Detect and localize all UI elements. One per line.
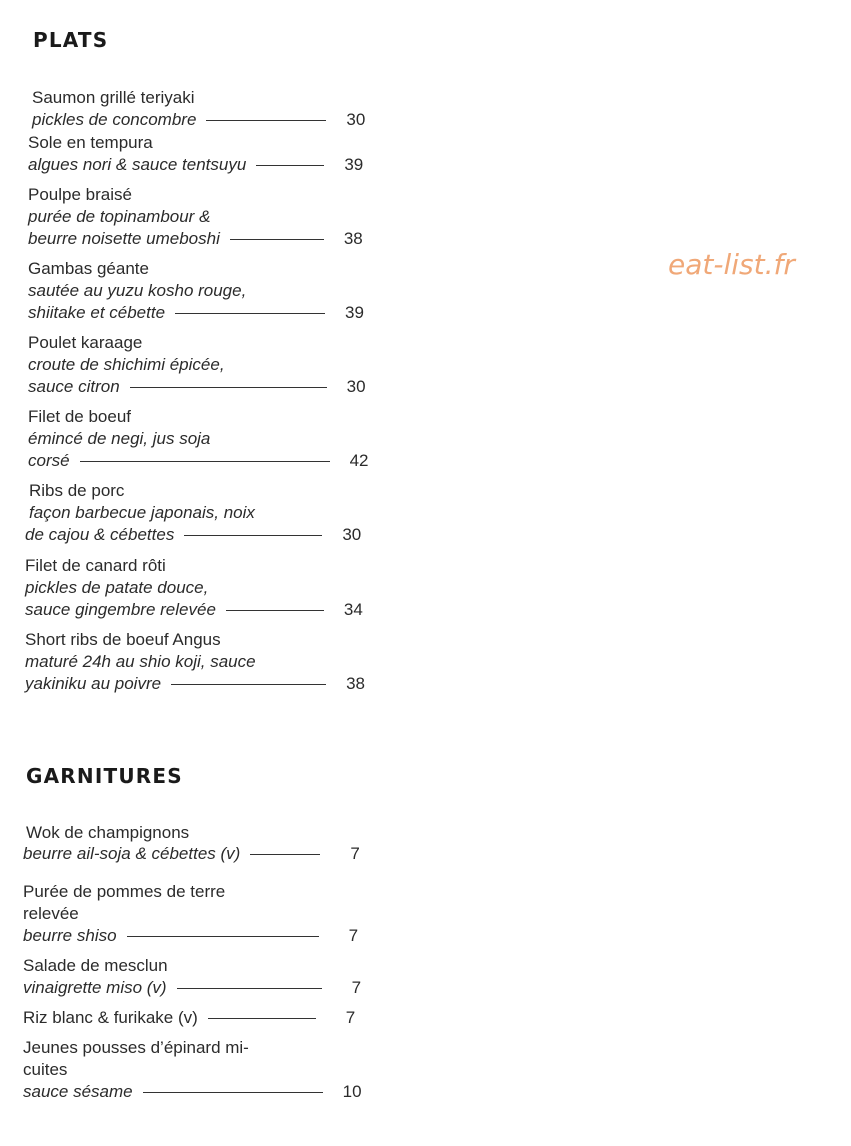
item-description: de cajou & cébettes [25,525,175,544]
item-name: Wok de champignons [26,823,190,842]
menu-item-puree [23,881,403,947]
item-price: 30 [346,377,366,396]
item-price: 30 [342,525,362,544]
menu-item-poulpe [28,184,408,250]
menu-item-gambas [28,258,408,324]
menu-item-sole [28,132,408,176]
menu-item-epinard [23,1037,403,1103]
leader-line [208,1018,316,1019]
item-description: pickles de patate douce, [25,578,209,597]
menu-item-salade [23,955,403,999]
leader-line [175,313,325,314]
item-description: beurre ail-soja & cébettes (v) [23,844,241,863]
item-description: sautée au yuzu kosho rouge, [28,281,247,300]
item-price: 39 [344,155,364,174]
item-description: yakiniku au poivre [25,674,162,693]
item-description: croute de shichimi épicée, [28,355,225,374]
item-price: 7 [345,1008,356,1027]
leader-line [80,461,330,462]
item-price-row [28,228,408,250]
item-name: Short ribs de boeuf Angus [25,630,221,649]
item-price-row [23,1081,403,1103]
item-name: Poulpe braisé [28,185,132,204]
item-price-row [28,450,408,472]
item-name: Filet de canard rôti [25,556,166,575]
item-description: vinaigrette miso (v) [23,978,167,997]
item-price: 34 [343,600,363,619]
section-title-plats: PLATS [33,28,109,52]
item-name: Poulet karaage [28,333,143,352]
item-description: beurre noisette umeboshi [28,229,220,248]
item-price: 7 [350,844,360,863]
item-name-continued: cuites [23,1060,68,1079]
item-description: beurre shiso [23,926,117,945]
item-description: pickles de concombre [32,110,197,129]
item-description: corsé [28,451,70,470]
item-price-row [25,524,405,546]
item-description: purée de topinambour & [28,207,211,226]
item-price-row [32,109,412,131]
item-price: 38 [346,674,365,693]
section-title-garnitures: GARNITURES [26,764,183,788]
item-name-continued: relevée [23,904,79,923]
menu-item-saumon [32,87,412,131]
item-name: Ribs de porc [29,481,125,500]
item-description: façon barbecue japonais, noix [29,503,255,522]
leader-line [206,120,326,121]
item-price-row [28,154,408,176]
leader-line [230,239,324,240]
item-description: sauce gingembre relevée [25,600,216,619]
menu-item-riz [23,1007,403,1029]
item-description: algues nori & sauce tentsuyu [28,155,247,174]
leader-line [177,988,322,989]
item-name: Sole en tempura [28,133,153,152]
leader-line [143,1092,323,1093]
item-description: sauce citron [28,377,120,396]
item-price-row [25,673,405,695]
item-description: émincé de negi, jus soja [28,429,211,448]
item-description: shiitake et cébette [28,303,166,322]
item-description: sauce sésame [23,1082,133,1101]
item-price: 10 [342,1082,362,1101]
menu-item-filet-boeuf [28,406,408,472]
leader-line [171,684,326,685]
menu-item-canard [25,555,405,621]
item-price-row [23,977,403,999]
item-price-row [28,302,408,324]
menu-item-ribs-porc [25,480,405,546]
item-price-row [23,925,403,947]
leader-line [130,387,327,388]
menu-item-poulet [28,332,408,398]
item-price-row [23,1007,403,1029]
item-name: Salade de mesclun [23,956,168,975]
item-name: Filet de boeuf [28,407,132,426]
menu-item-short-ribs [25,629,405,695]
item-price: 42 [349,451,369,470]
leader-line [226,610,324,611]
item-name: Gambas géante [28,259,149,278]
item-price-row [28,376,408,398]
leader-line [127,936,319,937]
leader-line [250,854,320,855]
item-price: 7 [351,978,362,997]
item-price: 38 [343,229,363,248]
item-price: 7 [348,926,359,945]
item-name: Riz blanc & furikake (v) [23,1008,198,1027]
item-description: maturé 24h au shio koji, sauce [25,652,256,671]
item-name: Saumon grillé teriyaki [32,88,195,107]
item-name: Jeunes pousses d’épinard mi- [23,1038,249,1057]
item-name: Purée de pommes de terre [23,882,226,901]
menu-item-wok [23,823,403,865]
item-price: 30 [346,110,366,129]
leader-line [184,535,322,536]
leader-line [256,165,324,166]
item-price-row [23,843,403,865]
watermark: eat-list.fr [668,248,795,281]
item-price-row [25,599,405,621]
item-price: 39 [345,303,364,322]
